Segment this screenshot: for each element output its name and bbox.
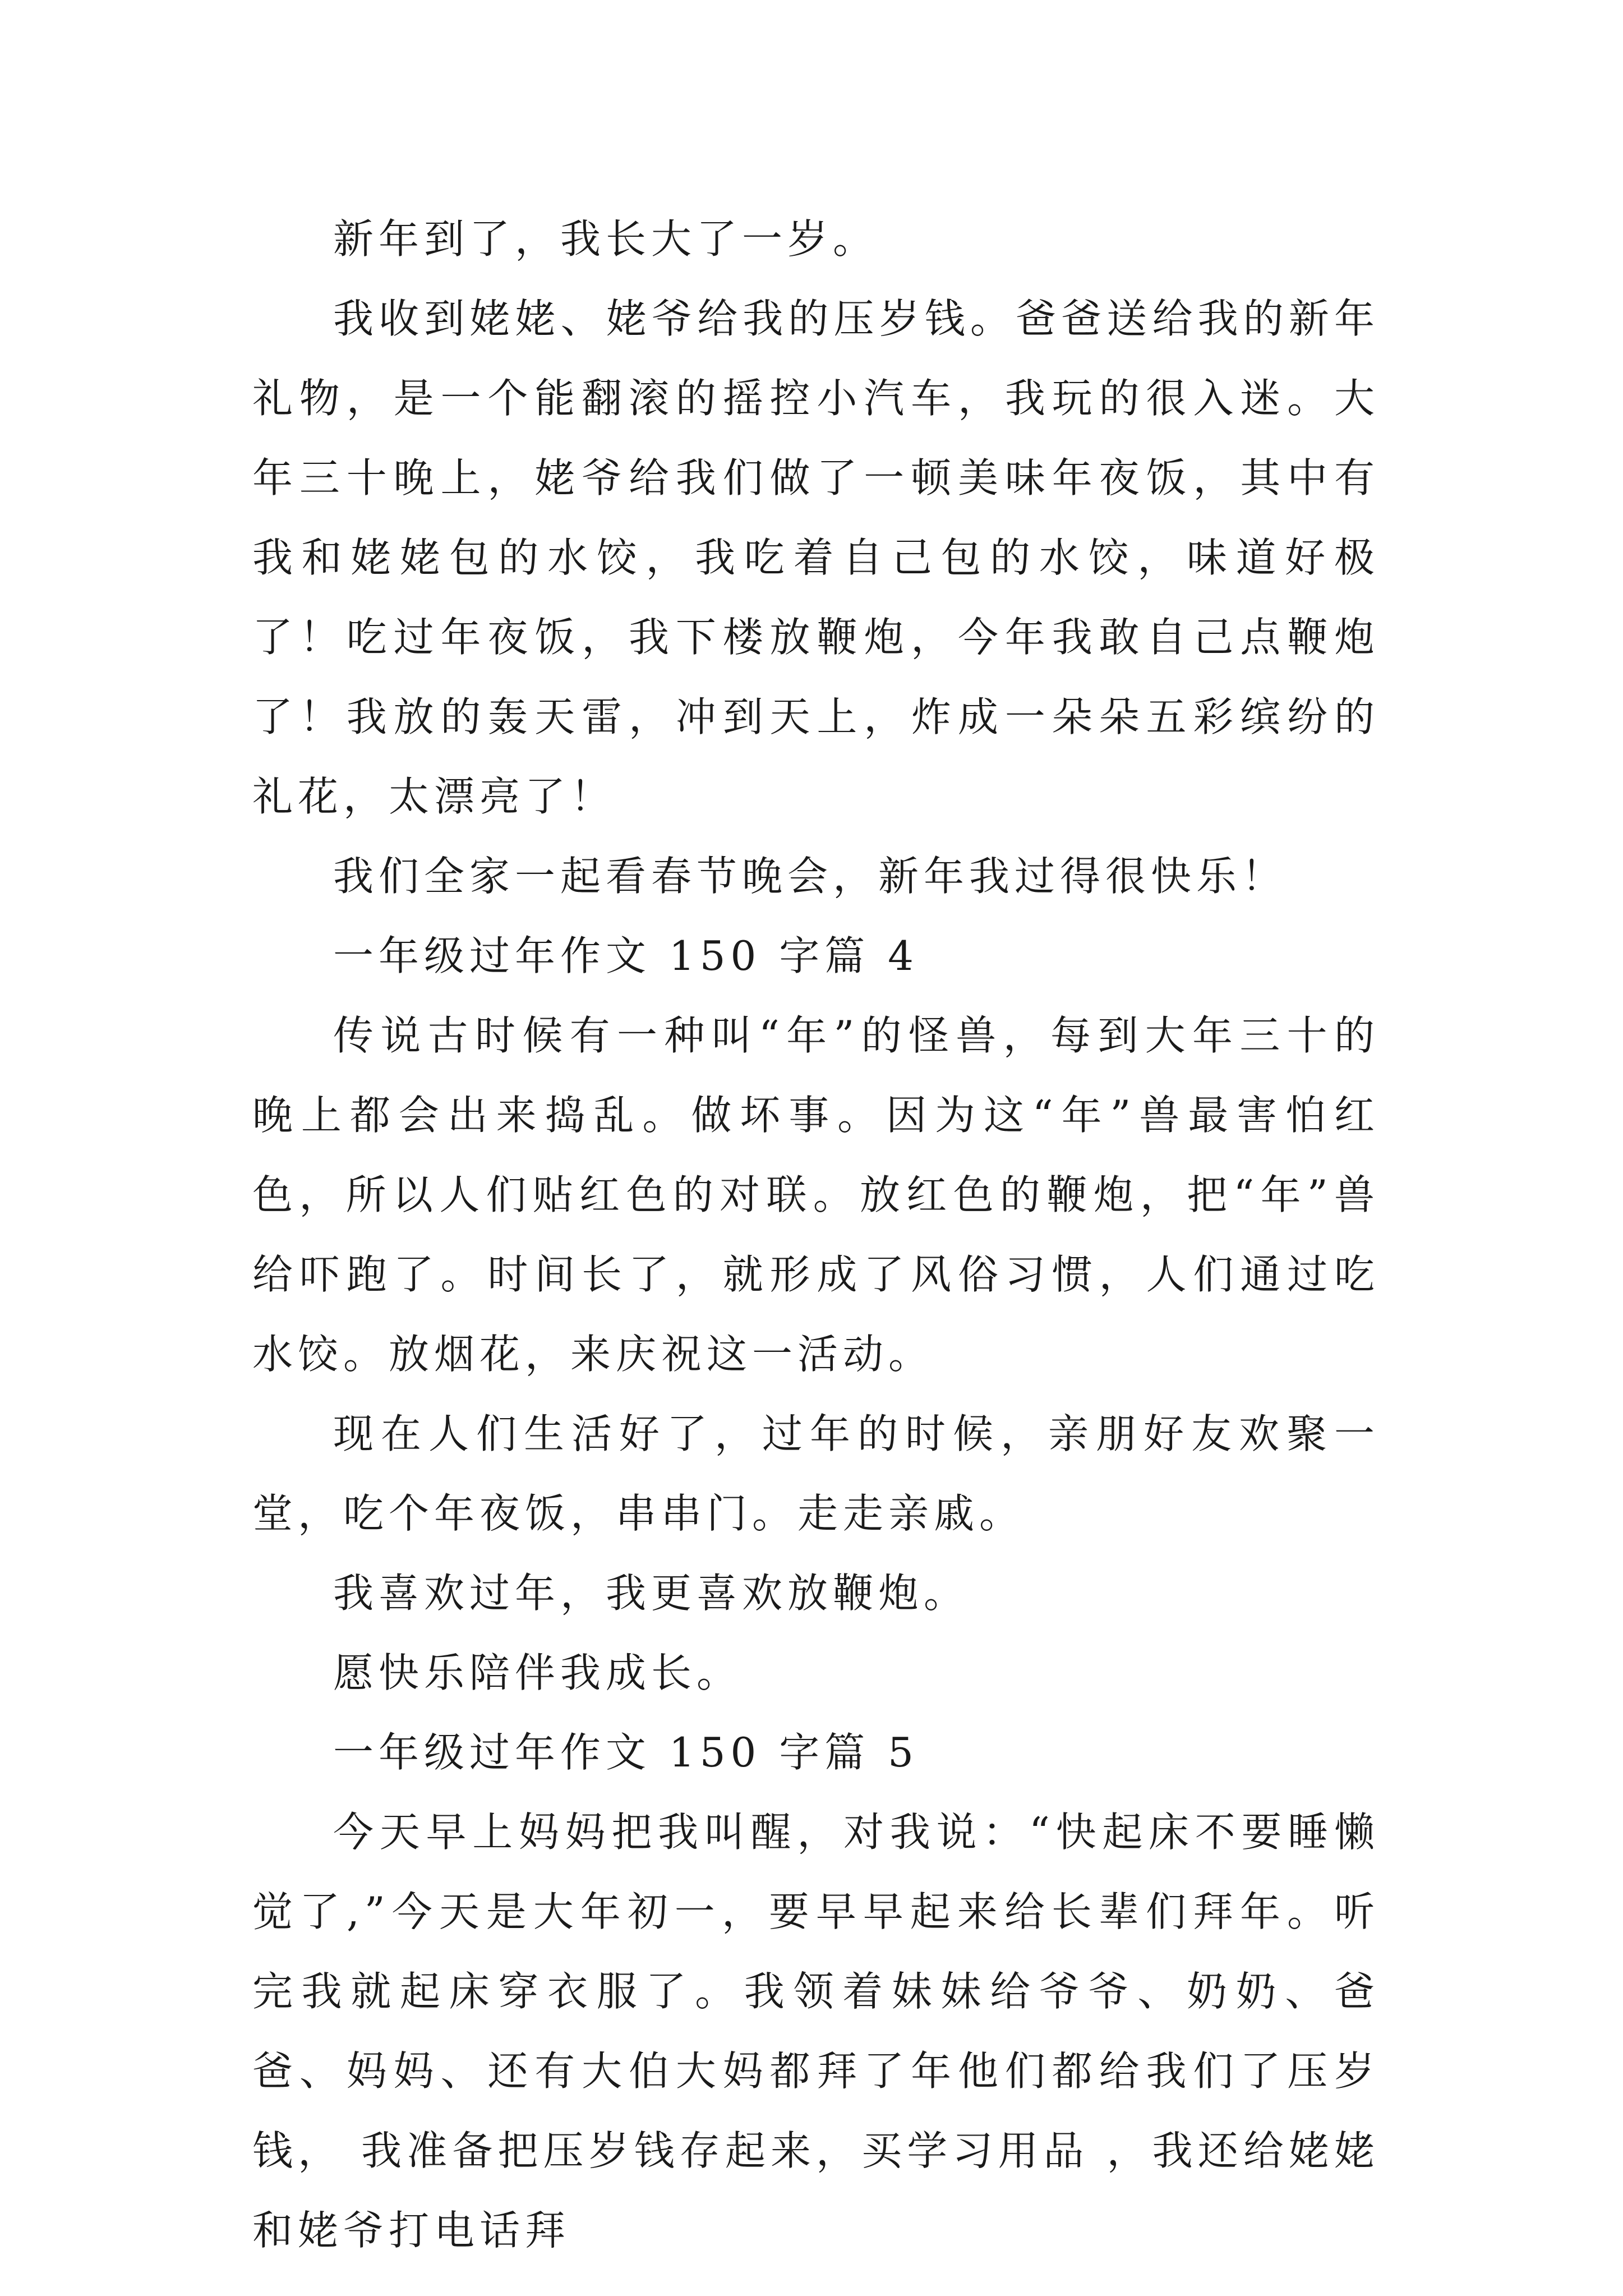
paragraph: 我们全家一起看春节晚会，新年我过得很快乐！ [333,853,1288,900]
document-body [252,199,1380,2270]
section-heading: 一年级过年作文 150 字篇 5 [333,1729,919,1776]
paragraph: 我收到姥姥、姥爷给我的压岁钱。爸爸送给我的新年礼物，是一个能翻滚的摇控小汽车，我玩的很入迷。大年三十晚上，姥爷给我们做了一顿美味年夜饭，其中有我和姥姥包的水饺，我吃着自己包的水饺，味道好极了！吃过年夜饭，我下楼放鞭炮，今年我敢自己点鞭炮了！我放的轰天雷，冲到天上，炸成一朵朵五彩缤纷的礼花，太漂亮了！ [252,295,1380,820]
paragraph: 我喜欢过年，我更喜欢放鞭炮。 [333,1570,970,1617]
section-heading: 一年级过年作文 150 字篇 4 [333,932,919,979]
paragraph: 新年到了，我长大了一岁。 [333,215,879,263]
paragraph: 愿快乐陪伴我成长。 [333,1649,743,1696]
paragraph: 传说古时候有一种叫“年”的怪兽，每到大年三十的晚上都会出来捣乱。做坏事。因为这“年”兽最害怕红色，所以人们贴红色的对联。放红色的鞭炮，把“年”兽给吓跑了。时间长了，就形成了风俗习惯，人们通过吃水饺。放烟花，来庆祝这一活动。 [252,1012,1380,1378]
paragraph: 今天早上妈妈把我叫醒，对我说：“快起床不要睡懒觉了,”今天是大年初一，要早早起来给长辈们拜年。听完我就起床穿衣服了。我领着妹妹给爷爷、奶奶、爸爸、妈妈、还有大伯大妈都拜了年他们都给我们了压岁钱， 我准备把压岁钱存起来，买学习用品 ，我还给姥姥和姥爷打电话拜 [252,1809,1380,2254]
paragraph: 现在人们生活好了，过年的时候，亲朋好友欢聚一堂，吃个年夜饭，串串门。走走亲戚。 [252,1410,1380,1537]
